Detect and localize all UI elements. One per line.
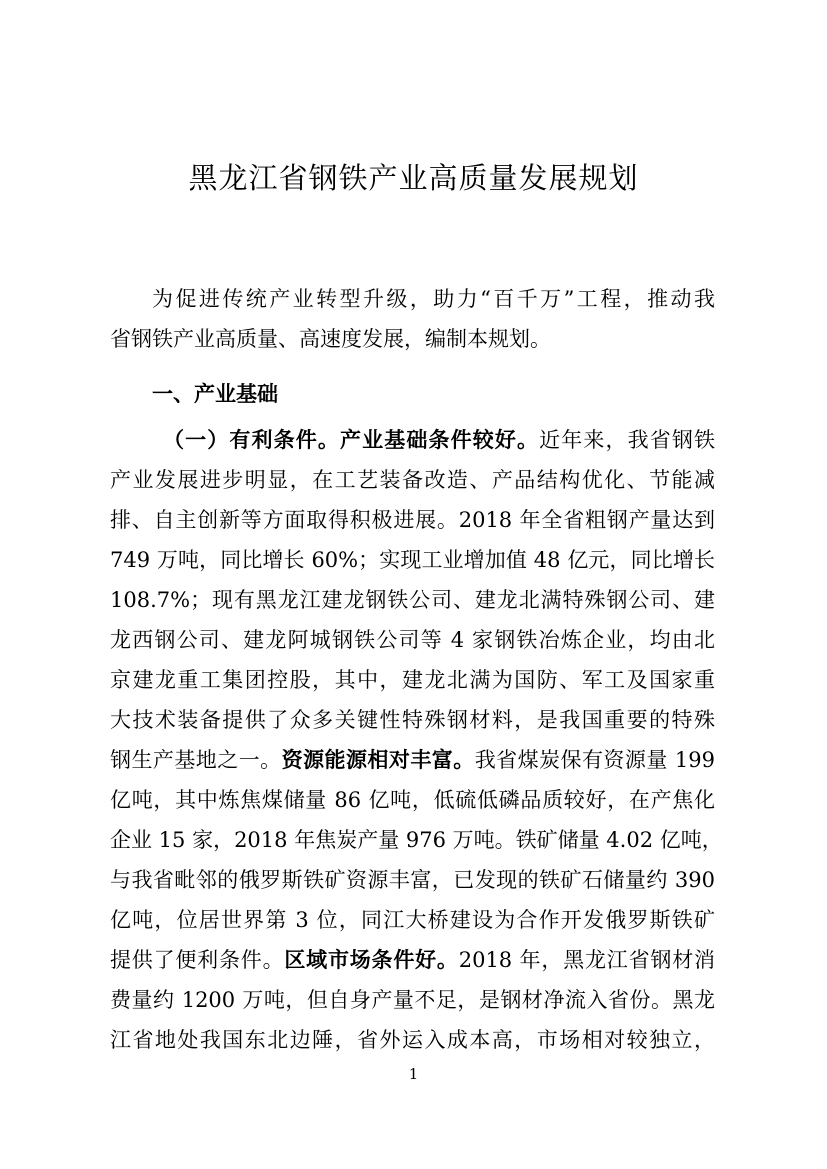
paragraph-line-11: 企业 15 家，2018 年焦炭产量 976 万吨。铁矿储量 4.02 亿吨， — [110, 828, 723, 852]
paragraph-line-13: 亿吨，位居世界第 3 位，同江大桥建设为合作开发俄罗斯铁矿 — [110, 908, 715, 932]
paragraph-line-7: 京建龙重工集团控股，其中，建龙北满为国防、军工及国家重 — [110, 668, 715, 692]
paragraph-line-10: 亿吨，其中炼焦煤储量 86 亿吨，低硫低磷品质较好，在产焦化 — [110, 788, 715, 812]
paragraph-line-1 — [163, 420, 715, 460]
paragraph-line-16: 江省地处我国东北边陲，省外运入成本高，市场相对较独立， — [110, 1028, 715, 1052]
subheading-text: （一）有利条件。产业基础条件较好。 — [163, 427, 540, 452]
paragraph-line-8: 大技术装备提供了众多关键性特殊钢材料，是我国重要的特殊 — [110, 708, 715, 732]
paragraph-text: 近年来，我省钢铁 — [539, 428, 715, 452]
paragraph-line-9 — [110, 740, 715, 780]
section-heading: 一、产业基础 — [152, 382, 278, 406]
paragraph-line-3: 排、自主创新等方面取得积极进展。2018 年全省粗钢产量达到 — [110, 508, 715, 532]
intro-line-2: 省钢铁产业高质量、高速度发展，编制本规划。 — [110, 327, 551, 351]
paragraph-line-2: 产业发展进步明显，在工艺装备改造、产品结构优化、节能减 — [110, 468, 715, 492]
intro-line-1: 为促进传统产业转型升级，助力“百千万”工程，推动我 — [152, 287, 715, 311]
paragraph-line-5: 108.7%；现有黑龙江建龙钢铁公司、建龙北满特殊钢公司、建 — [110, 588, 715, 612]
page-number: 1 — [408, 1065, 419, 1083]
paragraph-line-14 — [110, 940, 715, 980]
paragraph-line-6: 龙西钢公司、建龙阿城钢铁公司等 4 家钢铁冶炼企业，均由北 — [110, 628, 715, 652]
paragraph-line-12: 与我省毗邻的俄罗斯铁矿资源丰富，已发现的铁矿石储量约 390 — [110, 868, 715, 892]
paragraph-text: 钢生产基地之一。 — [110, 748, 282, 772]
paragraph-text: 我省煤炭保有资源量 199 — [474, 748, 715, 772]
paragraph-line-15: 费量约 1200 万吨，但自身产量不足，是钢材净流入省份。黑龙 — [110, 988, 715, 1012]
paragraph-line-4: 749 万吨，同比增长 60%；实现工业增加值 48 亿元，同比增长 — [110, 548, 715, 572]
bold-phrase: 资源能源相对丰富。 — [281, 747, 475, 772]
paragraph-text: 2018 年，黑龙江省钢材消 — [458, 948, 715, 972]
bold-phrase: 区域市场条件好。 — [284, 947, 459, 972]
document-title: 黑龙江省钢铁产业高质量发展规划 — [188, 161, 639, 195]
paragraph-text: 提供了便利条件。 — [110, 948, 285, 972]
